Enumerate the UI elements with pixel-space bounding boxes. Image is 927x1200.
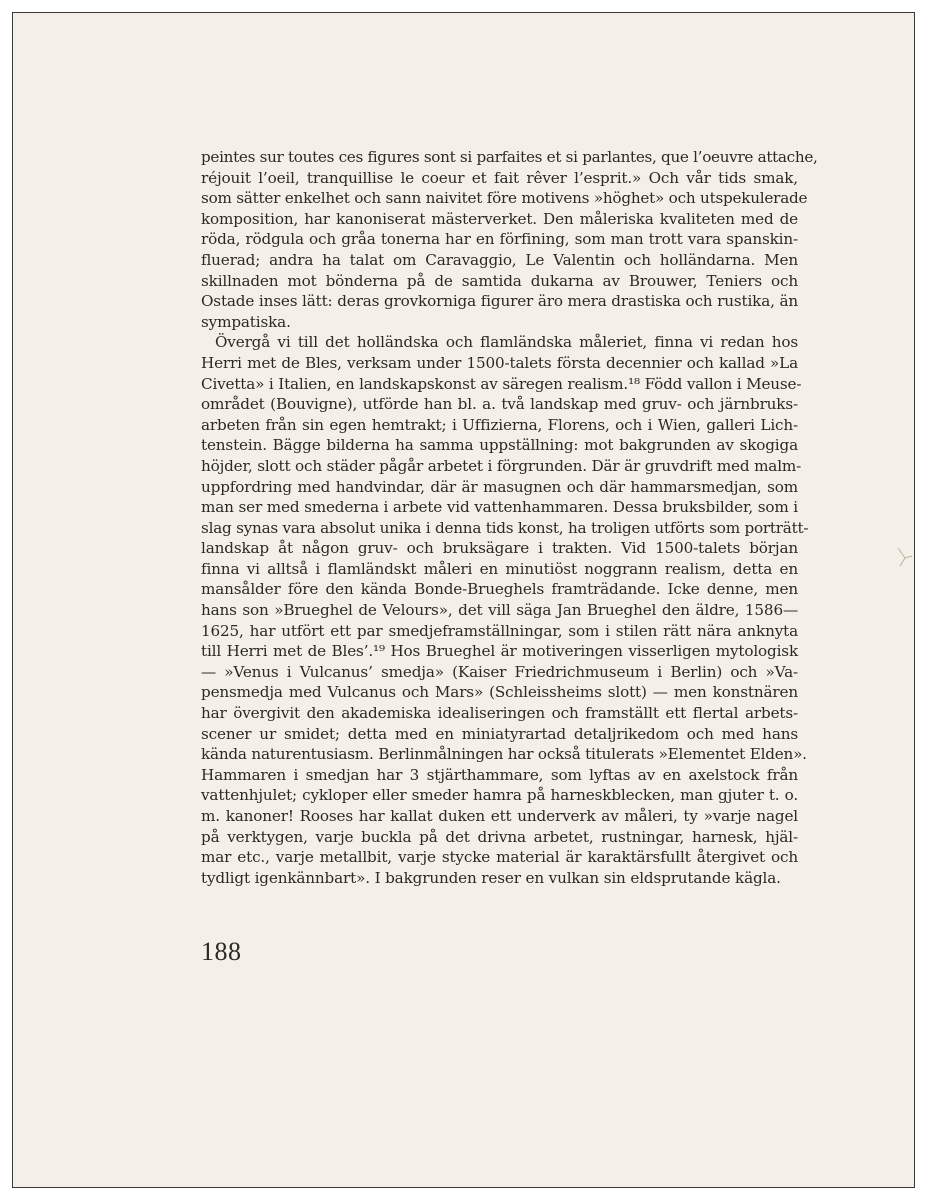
text-line: kända naturentusiasm. Berlinmålningen har också titulerats »Elementet Elden». [201,745,807,764]
page-number: 188 [201,937,242,966]
text-line: — »Venus i Vulcanus’ smedja» (Kaiser Friedrichmuseum i Berlin) och »Va- [201,662,798,681]
text-line: arbeten från sin egen hemtrakt; i Uffizierna, Florens, och i Wien, galleri Lich- [201,415,798,434]
text-line: Herri met de Bles, verksam under 1500-talets första decennier och kallad »La [201,353,798,372]
text-line: mar etc., varje metallbit, varje stycke material är karaktärsfullt återgivet och [201,848,798,867]
text-line: höjder, slott och städer pågår arbetet i förgrunden. Där är gruvdrift med malm- [201,456,802,475]
text-line: uppfordring med handvindar, där är masugnen och där hammarsmedjan, som [201,477,798,496]
text-line: Ostade inses lätt: deras grovkorniga figurer äro mera drastiska och rustika, än [201,292,799,311]
text-line: réjouit l’oeil, tranquillise le coeur et fait rêver l’esprit.» Och vår tids smak, [201,168,798,187]
text-line: hans son »Brueghel de Velours», det vill säga Jan Brueghel den äldre, 1586— [201,601,798,620]
text-line: peintes sur toutes ces figures sont si parfaites et si parlantes, que l’oeuvre attache, [201,148,818,166]
text-line: tydligt igenkännbart». I bakgrunden reser en vulkan sin eldsprutande kägla. [201,868,781,887]
text-line: landskap åt någon gruv- och bruksägare i trakten. Vid 1500-talets början [201,539,798,558]
text-line: till Herri met de Bles’.¹⁹ Hos Brueghel är motiveringen visserligen mytologisk [201,642,798,661]
text-line: tenstein. Bägge bilderna ha samma uppställning: mot bakgrunden av skogiga [201,436,798,455]
text-line: skillnaden mot bönderna på de samtida dukarna av Brouwer, Teniers och [201,271,798,290]
text-line: slag synas vara absolut unika i denna tids konst, ha troligen utförts som porträtt- [201,518,809,537]
text-line: Hammaren i smedjan har 3 stjärthammare, som lyftas av en axelstock från [201,765,798,784]
text-line: vattenhjulet; cykloper eller smeder hamra på harneskblecken, man gjuter t. o. [201,786,798,805]
text-line: Övergå vi till det holländska och flamländska måleriet, finna vi redan hos [215,333,798,352]
text-line: på verktygen, varje buckla på det drivna arbetet, rustningar, harnesk, hjäl- [201,827,798,846]
book-page [12,12,915,1188]
text-line: pensmedja med Vulcanus och Mars» (Schleissheims slott) — men konstnären [201,683,798,702]
text-line: har övergivit den akademiska idealiseringen och framställt ett flertal arbets- [201,704,798,723]
text-line: området (Bouvigne), utförde han bl. a. två landskap med gruv- och järnbruks- [201,395,798,414]
text-line: man ser med smederna i arbete vid vattenhammaren. Dessa bruksbilder, som i [201,498,799,517]
paper-tear-mark [896,544,914,574]
text-line: Civetta» i Italien, en landskapskonst av säregen realism.¹⁸ Född vallon i Meuse- [201,374,802,393]
text-line: röda, rödgula och gråa tonerna har en förfining, som man trott vara spanskin- [201,230,798,249]
text-line: 1625, har utfört ett par smedjeframställningar, som i stilen rätt nära anknyta [201,621,798,640]
text-line: m. kanoner! Rooses har kallat duken ett underverk av måleri, ty »varje nagel [201,807,798,825]
text-line: mansålder före den kända Bonde-Brueghels framträdande. Icke denne, men [201,580,798,599]
text-line: sympatiska. [201,312,291,331]
text-line: fluerad; andra ha talat om Caravaggio, Le Valentin och holländarna. Men [201,250,798,269]
text-line: scener ur smidet; detta med en miniatyrartad detaljrikedom och med hans [201,724,798,743]
text-line: som sätter enkelhet och sann naivitet före motivens »höghet» och utspekulerade [201,189,808,208]
text-line: komposition, har kanoniserat mästerverket. Den måleriska kvaliteten med de [201,209,798,228]
body-text [201,147,818,888]
text-line: finna vi alltså i flamländskt måleri en minutiöst noggrann realism, detta en [201,559,798,578]
